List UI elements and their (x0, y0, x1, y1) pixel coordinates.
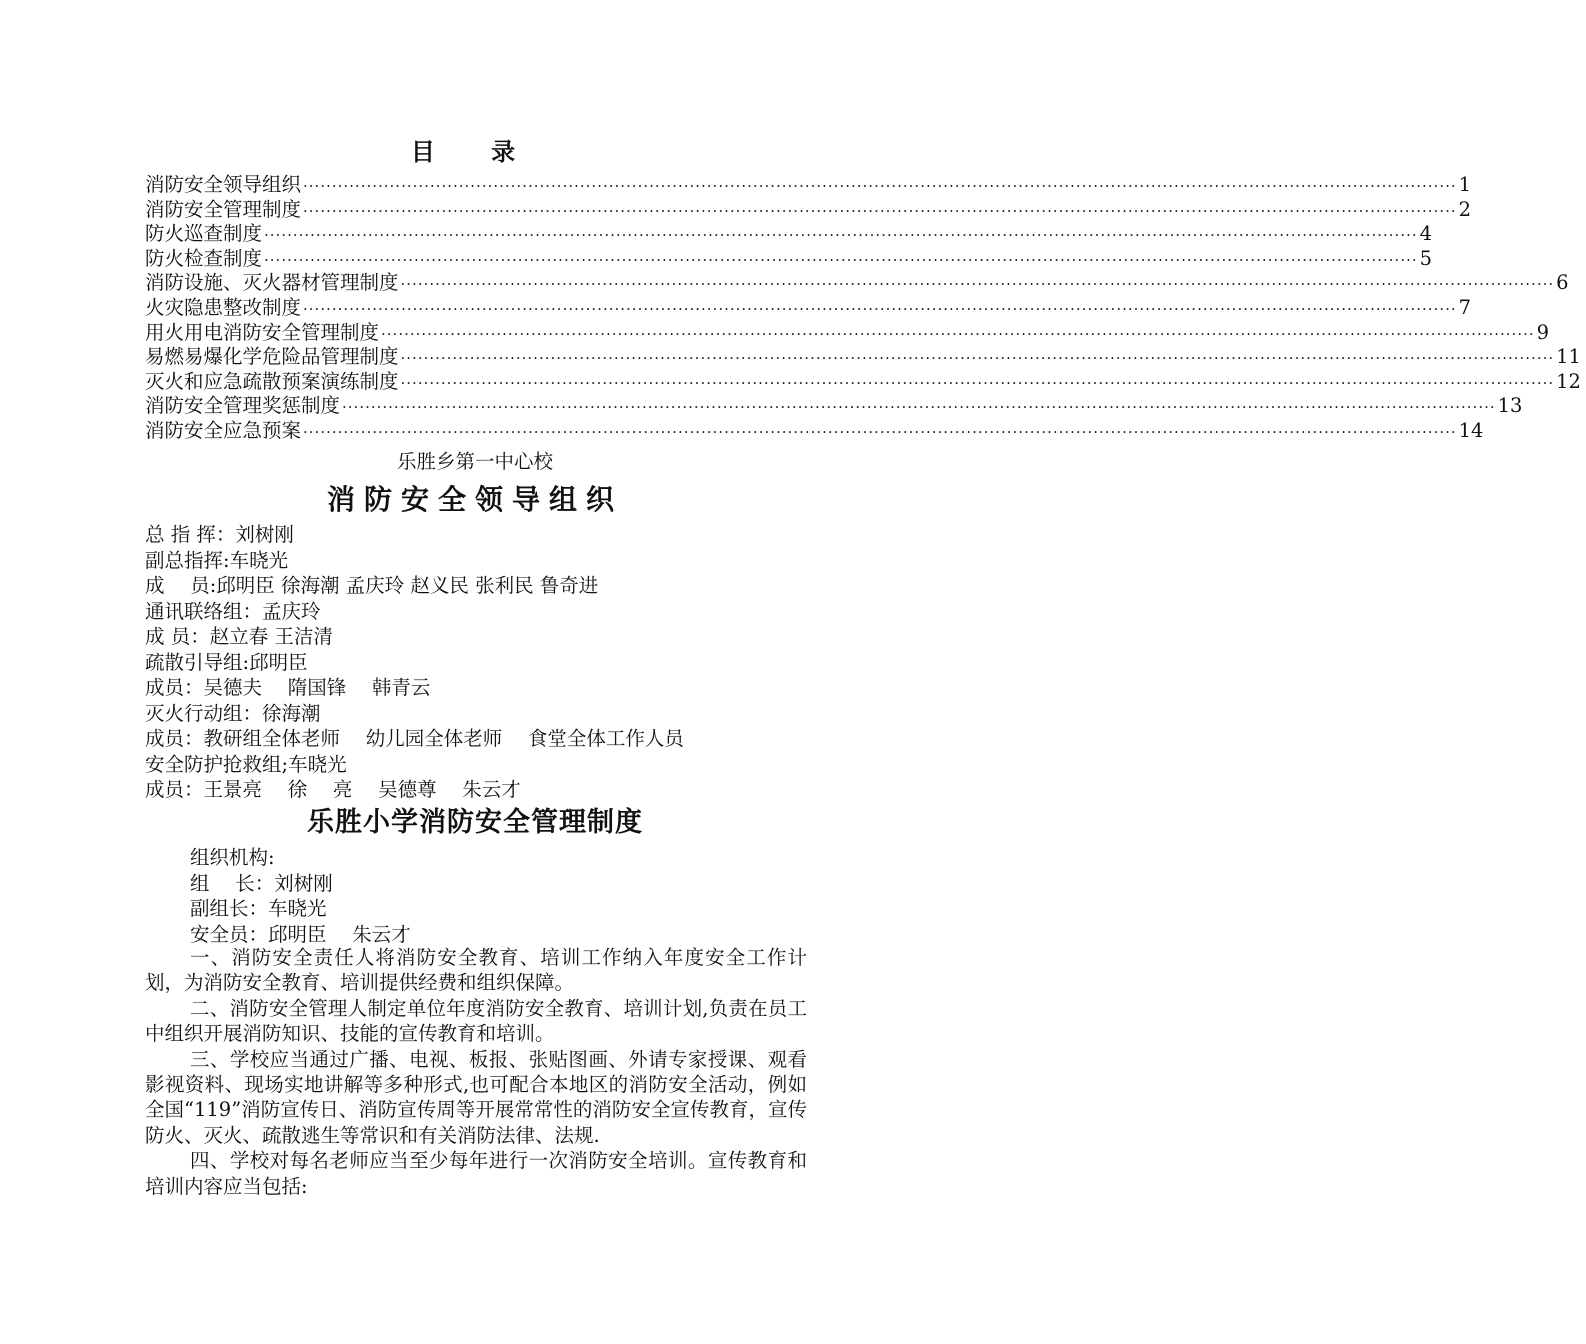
toc-entry[interactable] (145, 222, 1433, 247)
toc-entry[interactable] (145, 197, 1472, 223)
leadership-member-list (145, 522, 825, 803)
toc-entry[interactable] (145, 320, 1550, 346)
toc-entry-page: 14 (1458, 418, 1484, 442)
toc-entry-label: 消防安全管理制度 (145, 197, 302, 221)
toc-entry-label: 防火巡查制度 (145, 222, 263, 246)
org-line: 组 长：刘树刚 (190, 871, 333, 895)
rule-paragraph: 四、学校对每名老师应当至少每年进行一次消防安全培训。宣传教育和培训内容应当包括: (145, 1149, 807, 1198)
member-line: 成 员：赵立春 王洁清 (145, 625, 333, 648)
toc-entry[interactable] (145, 345, 1581, 370)
member-line: 总 指 挥：刘树刚 (145, 523, 294, 546)
toc-dot-leader: ········································································································································································································ (303, 177, 1457, 195)
toc-entry-label: 易燃易爆化学危险品管理制度 (145, 345, 399, 369)
leadership-heading: 消防安全领导组织 (326, 483, 623, 516)
toc-entry-label: 消防安全管理奖惩制度 (145, 394, 341, 418)
member-line: 通讯联络组：孟庆玲 (145, 599, 321, 623)
rule-paragraph: 三、学校应当通过广播、电视、板报、张贴图画、外请专家授课、观看影视资料、现场实地讲解等多种形式,也可配合本地区的消防安全活动，例如全国“119”消防宣传日、消防宣传周等开展常常性的消防安全宣传教育，宣传防火、灭火、疏散逃生等常识和有关消防法律、法规. (145, 1047, 807, 1147)
toc-title: 目 录 (410, 138, 540, 166)
toc-entry[interactable] (145, 418, 1484, 444)
toc-entry-page: 4 (1419, 222, 1433, 246)
org-line: 组织机构: (190, 846, 275, 869)
toc-entry-page: 9 (1536, 320, 1550, 344)
organization-list (190, 845, 810, 947)
toc-entry-page: 2 (1458, 197, 1472, 221)
org-line: 安全员：邱明臣 朱云才 (190, 922, 411, 946)
toc-entry[interactable] (145, 246, 1433, 272)
toc-dot-leader: ········································································································································································································ (400, 275, 1555, 294)
table-of-contents (145, 173, 1581, 444)
toc-entry-label: 防火检查制度 (145, 246, 263, 270)
member-line: 疏散引导组:邱明臣 (145, 650, 308, 674)
toc-entry-page: 13 (1497, 394, 1523, 418)
toc-entry-label: 消防安全领导组织 (145, 173, 302, 196)
toc-entry[interactable] (145, 369, 1581, 395)
toc-dot-leader: ········································································································································································································ (381, 324, 1535, 343)
school-name: 乐胜乡第一中心校 (396, 450, 553, 473)
toc-dot-leader: ········································································································································································································ (264, 250, 1418, 269)
member-line: 成员：王景亮 徐 亮 吴德尊 朱云才 (145, 778, 521, 801)
toc-entry-page: 1 (1458, 173, 1472, 196)
toc-entry-label: 用火用电消防安全管理制度 (145, 320, 380, 344)
toc-entry-label: 消防设施、灭火器材管理制度 (145, 271, 399, 295)
rules-heading: 乐胜小学消防安全管理制度 (307, 807, 643, 838)
toc-entry[interactable] (145, 295, 1472, 321)
toc-entry[interactable] (145, 173, 1472, 198)
toc-entry-label: 消防安全应急预案 (145, 418, 302, 442)
toc-entry-page: 12 (1556, 369, 1581, 393)
toc-entry-page: 11 (1556, 345, 1581, 369)
member-line: 成 员:邱明臣 徐海潮 孟庆玲 赵义民 张利民 鲁奇进 (145, 574, 599, 597)
member-line: 副总指挥:车晓光 (145, 548, 289, 572)
toc-entry[interactable] (145, 394, 1523, 419)
toc-dot-leader: ········································································································································································································ (264, 226, 1418, 245)
toc-entry-label: 灭火和应急疏散预案演练制度 (145, 369, 399, 393)
toc-dot-leader: ········································································································································································································ (303, 201, 1457, 220)
toc-entry-page: 6 (1556, 271, 1569, 295)
rule-paragraph: 一、消防安全责任人将消防安全教育、培训工作纳入年度安全工作计划，为消防安全教育、培训提供经费和组织保障。 (145, 946, 807, 995)
toc-dot-leader: ········································································································································································································ (303, 422, 1457, 441)
member-line: 成员：教研组全体老师 幼儿园全体老师 食堂全体工作人员 (145, 727, 684, 750)
member-line: 安全防护抢救组;车晓光 (145, 752, 347, 776)
org-line: 副组长：车晓光 (190, 897, 327, 920)
member-line: 灭火行动组：徐海潮 (145, 701, 321, 725)
toc-entry[interactable] (145, 271, 1569, 296)
member-line: 成员：吴德夫 隋国锋 韩青云 (145, 676, 431, 699)
toc-entry-label: 火灾隐患整改制度 (145, 295, 302, 319)
toc-dot-leader: ········································································································································································································ (303, 299, 1457, 318)
toc-dot-leader: ········································································································································································································ (400, 349, 1555, 368)
toc-dot-leader: ········································································································································································································ (400, 373, 1555, 392)
rules-body (145, 945, 807, 1199)
toc-entry-page: 7 (1458, 295, 1472, 319)
toc-entry-page: 5 (1419, 246, 1433, 270)
toc-dot-leader: ········································································································································································································ (342, 398, 1496, 417)
rule-paragraph: 二、消防安全管理人制定单位年度消防安全教育、培训计划,负责在员工中组织开展消防知识、技能的宣传教育和培训。 (145, 996, 807, 1046)
